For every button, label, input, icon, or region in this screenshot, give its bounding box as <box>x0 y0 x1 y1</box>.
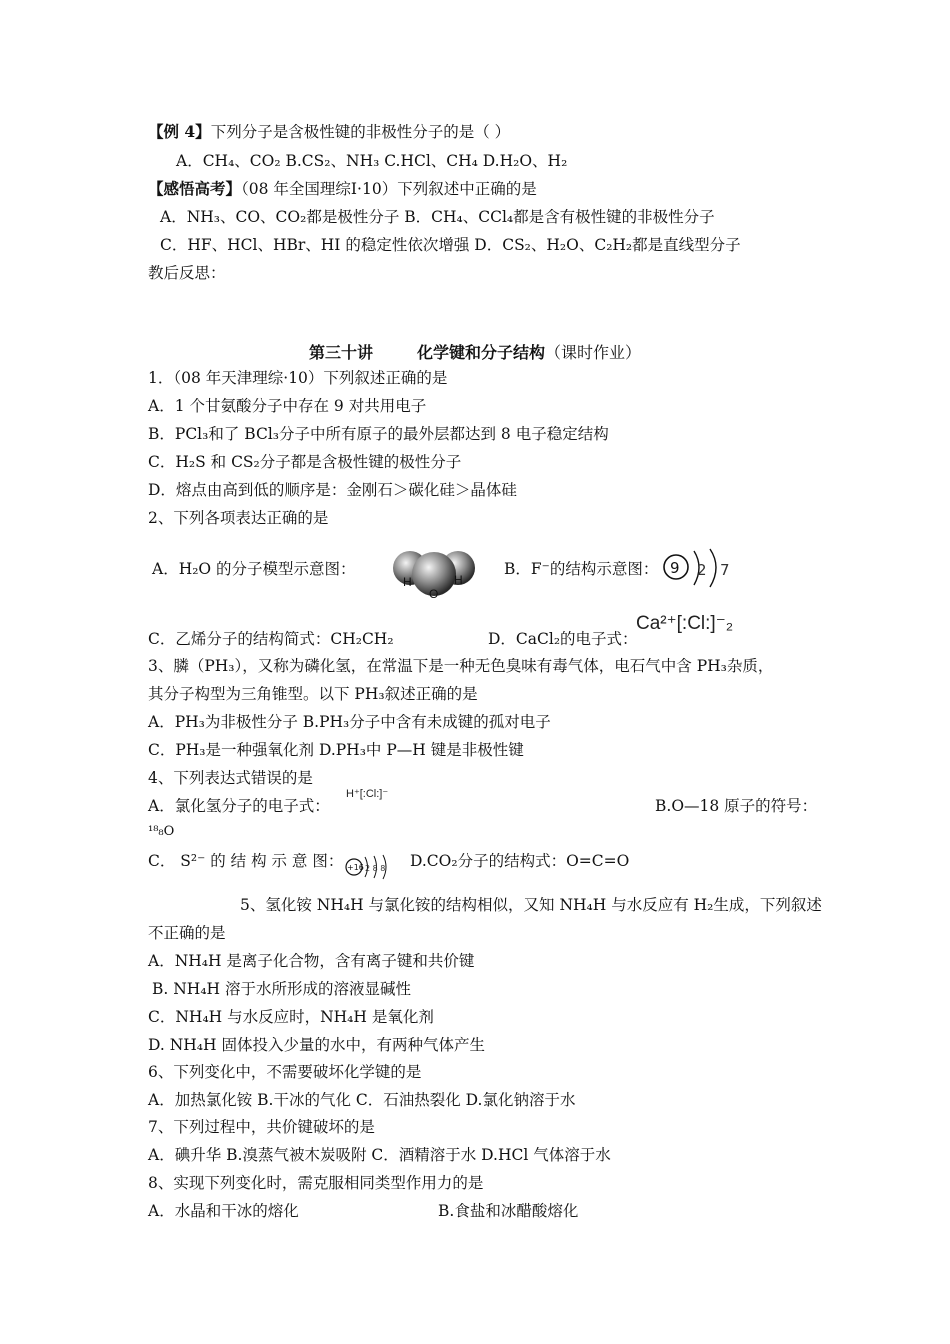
q1-option-c: C．H₂S 和 CS₂分子都是含极性键的极性分子 <box>148 453 462 471</box>
hcl-electron-formula: H⁺[:Cl:]⁻ <box>346 788 389 800</box>
gaokao-label: 【感悟高考】 <box>148 179 242 198</box>
example4-options: A．CH₄、CO₂ B.CS₂、NH₃ C.HCl、CH₄ D.H₂O、H₂ <box>176 152 568 170</box>
q5-stem-line1: 5、氢化铵 NH₄H 与氯化铵的结构相似，又知 NH₄H 与水反应有 H₂生成，下列叙述 <box>240 896 822 914</box>
gaokao-text: （08 年全国理综Ⅰ·10）下列叙述中正确的是 <box>241 180 537 198</box>
sulfide-structure-diagram <box>344 852 396 880</box>
h2o-h-label-left: H <box>403 575 412 589</box>
lecture-topic: 化学键和分子结构 <box>416 343 545 362</box>
q7-stem: 7、下列过程中，共价键破坏的是 <box>148 1118 375 1136</box>
q5-option-b: B. NH₄H 溶于水所形成的溶液显碱性 <box>152 980 411 998</box>
example4-question <box>148 122 510 142</box>
q1-option-d: D．熔点由高到低的顺序是：金刚石＞碳化硅＞晶体硅 <box>148 481 517 499</box>
q1-stem: 1．（08 年天津理综·10）下列叙述正确的是 <box>148 369 448 387</box>
reflection-label: 教后反思： <box>148 264 226 282</box>
q4-option-b: B.O—18 原子的符号： <box>655 797 818 815</box>
q2-option-a: A．H₂O 的分子模型示意图： <box>152 560 356 578</box>
q8-option-a: A．水晶和干冰的熔化 <box>148 1202 299 1220</box>
q5-option-a: A．NH₄H 是离子化合物，含有离子键和共价键 <box>148 952 475 970</box>
gaokao-question <box>148 179 537 199</box>
fluoride-nucleus-label: 9 <box>670 559 680 577</box>
q2-option-d: D．CaCl₂的电子式： <box>488 630 638 648</box>
h2o-h-label-right: H <box>454 573 463 587</box>
lecture-subtitle: （课时作业） <box>545 343 642 362</box>
q5-option-d: D. NH₄H 固体投入少量的水中，有两种气体产生 <box>148 1036 485 1054</box>
q5-stem-line2: 不正确的是 <box>148 924 226 942</box>
h2o-model-image <box>390 540 480 602</box>
q2-stem: 2、下列各项表达正确的是 <box>148 509 329 527</box>
o18-symbol: ¹⁸₈O <box>148 824 175 839</box>
q3-stem-line2: 其分子构型为三角锥型。以下 PH₃叙述正确的是 <box>148 685 478 703</box>
fluoride-shell-arc-2 <box>710 549 716 587</box>
q2-option-b: B．F⁻的结构示意图： <box>504 560 659 578</box>
q6-stem: 6、下列变化中，不需要破坏化学键的是 <box>148 1063 422 1081</box>
q3-options-cd: C．PH₃是一种强氧化剂 D.PH₃中 P—H 键是非极性键 <box>148 741 524 759</box>
q2-option-c: C．乙烯分子的结构简式：CH₂CH₂ <box>148 630 394 648</box>
gaokao-option-ab: A．NH₃、CO、CO₂都是极性分子 B．CH₄、CCl₄都是含有极性键的非极性分子 <box>160 208 715 226</box>
h2o-o-label: O <box>429 587 439 601</box>
sulfide-nucleus-label: +16 <box>347 863 364 872</box>
q4-stem: 4、下列表达式错误的是 <box>148 769 313 787</box>
fluoride-shell1-count: 2 <box>697 561 707 579</box>
lecture-title <box>0 340 950 363</box>
q4-option-a: A．氯化氢分子的电子式： <box>148 797 330 815</box>
q3-options-ab: A．PH₃为非极性分子 B.PH₃分子中含有未成键的孤对电子 <box>148 713 551 731</box>
q4-option-d: D.CO₂分子的结构式：O=C=O <box>410 852 630 870</box>
q8-option-b: B.食盐和冰醋酸熔化 <box>438 1202 579 1220</box>
fluoride-shell2-count: 7 <box>720 561 730 579</box>
q3-stem-line1: 3、膦（PH₃），又称为磷化氢，在常温下是一种无色臭味有毒气体，电石气中含 PH₃杂质， <box>148 657 774 675</box>
sulfide-shell-counts: 2 8 8 <box>365 864 386 873</box>
cacl2-electron-formula: Ca²⁺[:Cl:]⁻₂ <box>636 613 734 634</box>
q8-stem: 8、实现下列变化时，需克服相同类型作用力的是 <box>148 1174 484 1192</box>
example4-text: 下列分子是含极性键的非极性分子的是（ ） <box>210 123 511 141</box>
q7-options: A．碘升华 B.溴蒸气被木炭吸附 C．酒精溶于水 D.HCl 气体溶于水 <box>148 1146 611 1164</box>
q5-option-c: C．NH₄H 与水反应时，NH₄H 是氧化剂 <box>148 1008 434 1026</box>
gaokao-option-cd: C．HF、HCl、HBr、HI 的稳定性依次增强 D．CS₂、H₂O、C₂H₂都是直线型分子 <box>160 236 741 254</box>
fluoride-structure-diagram <box>660 545 740 595</box>
lecture-number: 第三十讲 <box>308 343 373 362</box>
q1-option-b: B．PCl₃和了 BCl₃分子中所有原子的最外层都达到 8 电子稳定结构 <box>148 425 609 443</box>
q4-option-c: C． S²⁻ 的 结 构 示 意 图： <box>148 852 344 870</box>
example4-label: 【例 4】 <box>148 122 211 141</box>
q1-option-a: A．1 个甘氨酸分子中存在 9 对共用电子 <box>148 397 427 415</box>
q6-options: A．加热氯化铵 B.干冰的气化 C．石油热裂化 D.氯化钠溶于水 <box>148 1091 576 1109</box>
